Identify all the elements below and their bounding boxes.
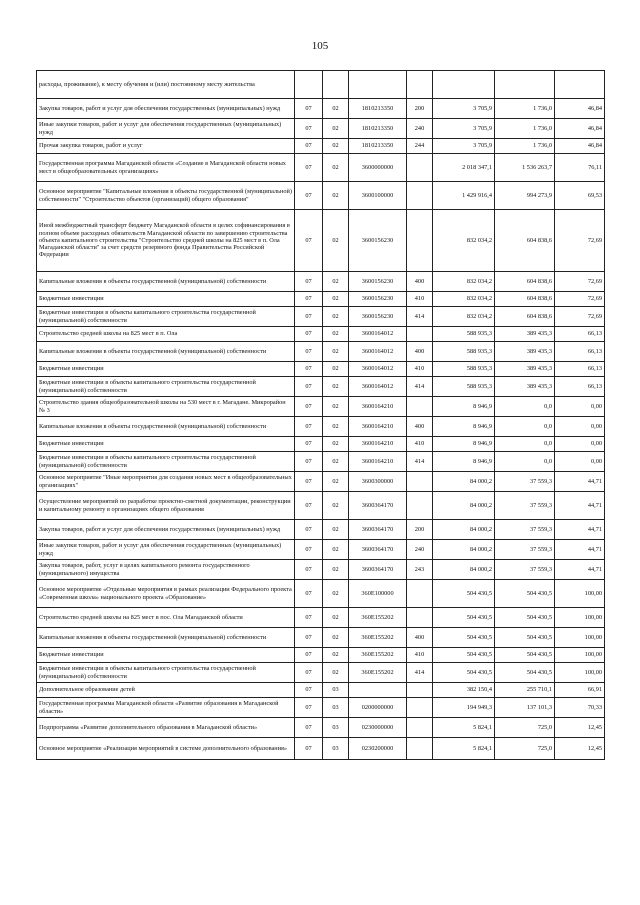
planned-amount: 84 000,2: [433, 540, 495, 560]
expense-type-code: [407, 154, 433, 182]
target-article-code: 1810213350: [349, 139, 407, 154]
section-code: 07: [295, 397, 323, 417]
execution-percent: 69,53: [555, 182, 605, 210]
execution-percent: 66,13: [555, 377, 605, 397]
execution-percent: 0,00: [555, 417, 605, 437]
table-row: [37, 99, 605, 119]
expense-name: Основное мероприятие «Отдельные мероприятия в рамках реализации Федерального проекта «Современная школа» национального проекта «Образование»: [37, 580, 295, 608]
expense-name: Основное мероприятие "Капитальные вложения в объекты государственной (муниципальной) собственности" "Строительство объектов (организаций) общего образования": [37, 182, 295, 210]
table-row: [37, 520, 605, 540]
table-row: [37, 362, 605, 377]
subsection-code: 02: [323, 154, 349, 182]
executed-amount: 37 559,3: [495, 472, 555, 492]
expense-type-code: 414: [407, 452, 433, 472]
section-code: 07: [295, 520, 323, 540]
target-article-code: 0200000000: [349, 698, 407, 718]
target-article-code: 1810213350: [349, 99, 407, 119]
expense-name: Бюджетные инвестиции в объекты капитального строительства государственной (муниципальной) собственности: [37, 377, 295, 397]
expense-name: Капитальные вложения в объекты государственной (муниципальной) собственности: [37, 417, 295, 437]
planned-amount: 588 935,3: [433, 342, 495, 362]
subsection-code: 02: [323, 342, 349, 362]
planned-amount: 194 949,3: [433, 698, 495, 718]
expense-type-code: 400: [407, 628, 433, 648]
executed-amount: 604 838,6: [495, 272, 555, 292]
planned-amount: 832 034,2: [433, 210, 495, 272]
target-article-code: 3600364170: [349, 560, 407, 580]
expense-type-code: [407, 492, 433, 520]
table-row: [37, 698, 605, 718]
execution-percent: 46,84: [555, 99, 605, 119]
table-row: [37, 272, 605, 292]
table-row: [37, 377, 605, 397]
table-body: [37, 71, 605, 760]
expense-type-code: [407, 210, 433, 272]
subsection-code: 02: [323, 292, 349, 307]
executed-amount: 504 430,5: [495, 580, 555, 608]
expense-type-code: [407, 182, 433, 210]
section-code: 07: [295, 628, 323, 648]
expense-type-code: [407, 683, 433, 698]
execution-percent: 70,33: [555, 698, 605, 718]
target-article-code: 360E155202: [349, 663, 407, 683]
expense-name: Государственная программа Магаданской области «Создание в Магаданской области новых мест в общеобразовательных организациях»: [37, 154, 295, 182]
expense-name: Иные закупки товаров, работ и услуг для обеспечения государственных (муниципальных) нужд: [37, 540, 295, 560]
planned-amount: 3 705,9: [433, 99, 495, 119]
target-article-code: 360E155202: [349, 608, 407, 628]
table-row: [37, 417, 605, 437]
section-code: 07: [295, 342, 323, 362]
expense-name: Строительство здания общеобразовательной школы на 530 мест в г. Магадане. Микрорайон № 3: [37, 397, 295, 417]
executed-amount: 725,0: [495, 738, 555, 760]
target-article-code: 3600364170: [349, 520, 407, 540]
target-article-code: 360E100000: [349, 580, 407, 608]
target-article-code: 360E155202: [349, 628, 407, 648]
planned-amount: 5 824,1: [433, 718, 495, 738]
executed-amount: 389 435,3: [495, 342, 555, 362]
table-row: [37, 71, 605, 99]
subsection-code: 02: [323, 182, 349, 210]
executed-amount: 725,0: [495, 718, 555, 738]
planned-amount: 504 430,5: [433, 608, 495, 628]
expense-name: Основное мероприятие «Реализация мероприятий в системе дополнительного образования»: [37, 738, 295, 760]
target-article-code: 3600000000: [349, 154, 407, 182]
page-number: 105: [311, 40, 329, 52]
expense-name: Строительство средней школы на 825 мест в п. Ола: [37, 327, 295, 342]
section-code: 07: [295, 362, 323, 377]
table-row: [37, 342, 605, 362]
expense-name: Иные закупки товаров, работ и услуг для обеспечения государственных (муниципальных) нужд: [37, 119, 295, 139]
planned-amount: 588 935,3: [433, 327, 495, 342]
executed-amount: 1 736,0: [495, 139, 555, 154]
section-code: 07: [295, 540, 323, 560]
table-row: [37, 210, 605, 272]
executed-amount: 389 435,3: [495, 377, 555, 397]
subsection-code: 02: [323, 307, 349, 327]
section-code: 07: [295, 738, 323, 760]
expense-type-code: [407, 738, 433, 760]
table-row: [37, 683, 605, 698]
budget-table: [36, 70, 605, 760]
table-row: [37, 292, 605, 307]
table-row: [37, 540, 605, 560]
target-article-code: 0230000000: [349, 718, 407, 738]
expense-type-code: 400: [407, 272, 433, 292]
table-row: [37, 718, 605, 738]
subsection-code: 03: [323, 738, 349, 760]
executed-amount: 389 435,3: [495, 362, 555, 377]
execution-percent: 46,84: [555, 139, 605, 154]
table-row: [37, 397, 605, 417]
executed-amount: 255 710,1: [495, 683, 555, 698]
section-code: 07: [295, 718, 323, 738]
executed-amount: 504 430,5: [495, 648, 555, 663]
planned-amount: 84 000,2: [433, 492, 495, 520]
expense-type-code: 200: [407, 520, 433, 540]
execution-percent: 44,71: [555, 520, 605, 540]
section-code: 07: [295, 272, 323, 292]
section-code: 07: [295, 608, 323, 628]
expense-name: Осуществление мероприятий по разработке проектно-сметной документации, реконструкции и капитальному ремонту в организациях общего образования: [37, 492, 295, 520]
target-article-code: 3600156230: [349, 307, 407, 327]
execution-percent: 66,91: [555, 683, 605, 698]
expense-name: Бюджетные инвестиции в объекты капитального строительства государственной (муниципальной) собственности: [37, 452, 295, 472]
executed-amount: 37 559,3: [495, 540, 555, 560]
section-code: 07: [295, 437, 323, 452]
expense-name: Бюджетные инвестиции: [37, 362, 295, 377]
executed-amount: 1 736,0: [495, 99, 555, 119]
subsection-code: 02: [323, 99, 349, 119]
section-code: 07: [295, 119, 323, 139]
subsection-code: 02: [323, 437, 349, 452]
planned-amount: 8 946,9: [433, 452, 495, 472]
expense-type-code: [407, 327, 433, 342]
planned-amount: 504 430,5: [433, 648, 495, 663]
table-row: [37, 580, 605, 608]
planned-amount: 8 946,9: [433, 397, 495, 417]
subsection-code: 02: [323, 210, 349, 272]
executed-amount: 389 435,3: [495, 327, 555, 342]
target-article-code: 3600164210: [349, 397, 407, 417]
section-code: [295, 71, 323, 99]
expense-type-code: 410: [407, 292, 433, 307]
table-row: [37, 738, 605, 760]
target-article-code: 3600164012: [349, 342, 407, 362]
execution-percent: 44,71: [555, 540, 605, 560]
planned-amount: 2 018 347,1: [433, 154, 495, 182]
expense-name: Государственная программа Магаданской области «Развитие образования в Магаданской области»: [37, 698, 295, 718]
section-code: 07: [295, 210, 323, 272]
table-row: [37, 648, 605, 663]
executed-amount: 1 736,0: [495, 119, 555, 139]
subsection-code: 02: [323, 648, 349, 663]
subsection-code: 02: [323, 520, 349, 540]
executed-amount: 0,0: [495, 397, 555, 417]
target-article-code: 3600164210: [349, 452, 407, 472]
planned-amount: 8 946,9: [433, 437, 495, 452]
target-article-code: 3600300000: [349, 472, 407, 492]
section-code: 07: [295, 452, 323, 472]
execution-percent: 12,45: [555, 738, 605, 760]
planned-amount: 382 150,4: [433, 683, 495, 698]
subsection-code: 02: [323, 628, 349, 648]
execution-percent: 12,45: [555, 718, 605, 738]
expense-type-code: 414: [407, 377, 433, 397]
expense-type-code: 414: [407, 307, 433, 327]
target-article-code: 3600164012: [349, 377, 407, 397]
subsection-code: 02: [323, 540, 349, 560]
planned-amount: 8 946,9: [433, 417, 495, 437]
section-code: 07: [295, 154, 323, 182]
target-article-code: 1810213350: [349, 119, 407, 139]
table-row: [37, 608, 605, 628]
target-article-code: 3600364170: [349, 540, 407, 560]
execution-percent: 72,69: [555, 272, 605, 292]
planned-amount: 84 000,2: [433, 472, 495, 492]
section-code: 07: [295, 698, 323, 718]
executed-amount: 504 430,5: [495, 663, 555, 683]
section-code: 07: [295, 580, 323, 608]
execution-percent: 72,69: [555, 292, 605, 307]
expense-type-code: 240: [407, 119, 433, 139]
table-row: [37, 437, 605, 452]
planned-amount: 504 430,5: [433, 663, 495, 683]
section-code: 07: [295, 99, 323, 119]
execution-percent: 100,00: [555, 628, 605, 648]
expense-name: Строительство средней школы на 825 мест в пос. Ола Магаданской области: [37, 608, 295, 628]
target-article-code: 0230200000: [349, 738, 407, 760]
execution-percent: 76,11: [555, 154, 605, 182]
table-row: [37, 119, 605, 139]
execution-percent: 0,00: [555, 437, 605, 452]
planned-amount: 84 000,2: [433, 560, 495, 580]
section-code: 07: [295, 307, 323, 327]
subsection-code: 02: [323, 327, 349, 342]
table-row: [37, 663, 605, 683]
expense-type-code: 410: [407, 437, 433, 452]
target-article-code: 3600156230: [349, 292, 407, 307]
execution-percent: 66,13: [555, 362, 605, 377]
target-article-code: 3600156230: [349, 210, 407, 272]
section-code: 07: [295, 472, 323, 492]
executed-amount: 0,0: [495, 417, 555, 437]
expense-type-code: 410: [407, 648, 433, 663]
table-row: [37, 492, 605, 520]
executed-amount: 604 838,6: [495, 210, 555, 272]
executed-amount: 0,0: [495, 437, 555, 452]
executed-amount: [495, 71, 555, 99]
subsection-code: 02: [323, 608, 349, 628]
subsection-code: 02: [323, 417, 349, 437]
expense-type-code: 400: [407, 342, 433, 362]
expense-name: Капитальные вложения в объекты государственной (муниципальной) собственности: [37, 272, 295, 292]
section-code: 07: [295, 292, 323, 307]
target-article-code: [349, 683, 407, 698]
subsection-code: 02: [323, 377, 349, 397]
planned-amount: 832 034,2: [433, 292, 495, 307]
execution-percent: 44,71: [555, 472, 605, 492]
expense-type-code: [407, 580, 433, 608]
subsection-code: 02: [323, 663, 349, 683]
target-article-code: [349, 71, 407, 99]
subsection-code: 02: [323, 362, 349, 377]
section-code: 07: [295, 182, 323, 210]
expense-type-code: [407, 718, 433, 738]
expense-name: Закупка товаров, работ, услуг в целях капитального ремонта государственного (муниципального) имущества: [37, 560, 295, 580]
expense-name: Подпрограмма «Развитие дополнительного образования в Магаданской области»: [37, 718, 295, 738]
planned-amount: 832 034,2: [433, 272, 495, 292]
execution-percent: [555, 71, 605, 99]
table-row: [37, 472, 605, 492]
table-row: [37, 452, 605, 472]
executed-amount: 504 430,5: [495, 608, 555, 628]
expense-name: Капитальные вложения в объекты государственной (муниципальной) собственности: [37, 342, 295, 362]
expense-name: Капитальные вложения в объекты государственной (муниципальной) собственности: [37, 628, 295, 648]
subsection-code: 02: [323, 580, 349, 608]
expense-name: Закупка товаров, работ и услуг для обеспечения государственных (муниципальных) нужд: [37, 520, 295, 540]
executed-amount: 604 838,6: [495, 307, 555, 327]
expense-name: Прочая закупка товаров, работ и услуг: [37, 139, 295, 154]
planned-amount: 588 935,3: [433, 362, 495, 377]
expense-name: Бюджетные инвестиции в объекты капитального строительства государственной (муниципальной) собственности: [37, 663, 295, 683]
planned-amount: 588 935,3: [433, 377, 495, 397]
executed-amount: 37 559,3: [495, 560, 555, 580]
expense-type-code: 244: [407, 139, 433, 154]
execution-percent: 100,00: [555, 608, 605, 628]
subsection-code: 02: [323, 472, 349, 492]
expense-name: Бюджетные инвестиции: [37, 437, 295, 452]
execution-percent: 100,00: [555, 648, 605, 663]
table-row: [37, 327, 605, 342]
executed-amount: 37 559,3: [495, 492, 555, 520]
subsection-code: 02: [323, 272, 349, 292]
target-article-code: 360E155202: [349, 648, 407, 663]
subsection-code: 02: [323, 560, 349, 580]
expense-type-code: [407, 608, 433, 628]
planned-amount: 1 429 916,4: [433, 182, 495, 210]
target-article-code: 3600164210: [349, 437, 407, 452]
subsection-code: 02: [323, 397, 349, 417]
expense-type-code: [407, 698, 433, 718]
subsection-code: 02: [323, 452, 349, 472]
expense-type-code: 200: [407, 99, 433, 119]
target-article-code: 3600164012: [349, 327, 407, 342]
expense-type-code: 410: [407, 362, 433, 377]
executed-amount: 37 559,3: [495, 520, 555, 540]
planned-amount: 3 705,9: [433, 119, 495, 139]
executed-amount: 0,0: [495, 452, 555, 472]
table-row: [37, 182, 605, 210]
target-article-code: 3600164210: [349, 417, 407, 437]
expense-name: Иной межбюджетный трансферт бюджету Магаданской области в целях софинансирования в полном объеме расходных обязательств Магаданской области по завершению строительства объекта капитального строительства "Строительство средней школы на 825 мест в п. Ола Магаданской области" за счет средств резервного фонда Правительства Российской Федерации: [37, 210, 295, 272]
execution-percent: 66,13: [555, 327, 605, 342]
execution-percent: 72,69: [555, 210, 605, 272]
execution-percent: 44,71: [555, 560, 605, 580]
planned-amount: 504 430,5: [433, 628, 495, 648]
execution-percent: 0,00: [555, 452, 605, 472]
execution-percent: 46,84: [555, 119, 605, 139]
execution-percent: 66,13: [555, 342, 605, 362]
executed-amount: 604 838,6: [495, 292, 555, 307]
target-article-code: 3600164012: [349, 362, 407, 377]
planned-amount: 832 034,2: [433, 307, 495, 327]
table-row: [37, 560, 605, 580]
table-row: [37, 307, 605, 327]
execution-percent: 100,00: [555, 663, 605, 683]
target-article-code: 3600100000: [349, 182, 407, 210]
section-code: 07: [295, 417, 323, 437]
expense-type-code: 400: [407, 417, 433, 437]
subsection-code: 03: [323, 718, 349, 738]
expense-type-code: [407, 397, 433, 417]
expense-name: Основное мероприятие "Иные мероприятия для создания новых мест в общеобразовательных организациях": [37, 472, 295, 492]
expense-type-code: [407, 71, 433, 99]
expense-type-code: 243: [407, 560, 433, 580]
table-row: [37, 154, 605, 182]
executed-amount: 504 430,5: [495, 628, 555, 648]
execution-percent: 100,00: [555, 580, 605, 608]
subsection-code: [323, 71, 349, 99]
executed-amount: 137 101,3: [495, 698, 555, 718]
expense-name: Дополнительное образование детей: [37, 683, 295, 698]
expense-name: Закупка товаров, работ и услуг для обеспечения государственных (муниципальных) нужд: [37, 99, 295, 119]
expense-name: Бюджетные инвестиции: [37, 292, 295, 307]
planned-amount: 504 430,5: [433, 580, 495, 608]
section-code: 07: [295, 492, 323, 520]
planned-amount: 5 824,1: [433, 738, 495, 760]
section-code: 07: [295, 139, 323, 154]
expense-name: Бюджетные инвестиции в объекты капитального строительства государственной (муниципальной) собственности: [37, 307, 295, 327]
subsection-code: 02: [323, 492, 349, 520]
expense-type-code: [407, 472, 433, 492]
executed-amount: 1 536 263,7: [495, 154, 555, 182]
expense-type-code: 240: [407, 540, 433, 560]
section-code: 07: [295, 560, 323, 580]
execution-percent: 44,71: [555, 492, 605, 520]
expense-name: Бюджетные инвестиции: [37, 648, 295, 663]
expense-name: расходы, проживание), к месту обучения и (или) постоянному месту жительства: [37, 71, 295, 99]
section-code: 07: [295, 648, 323, 663]
expense-type-code: 414: [407, 663, 433, 683]
executed-amount: 994 273,9: [495, 182, 555, 210]
subsection-code: 02: [323, 139, 349, 154]
planned-amount: [433, 71, 495, 99]
section-code: 07: [295, 327, 323, 342]
table-row: [37, 139, 605, 154]
subsection-code: 03: [323, 683, 349, 698]
table-row: [37, 628, 605, 648]
execution-percent: 72,69: [555, 307, 605, 327]
target-article-code: 3600156230: [349, 272, 407, 292]
target-article-code: 3600364170: [349, 492, 407, 520]
section-code: 07: [295, 663, 323, 683]
planned-amount: 84 000,2: [433, 520, 495, 540]
section-code: 07: [295, 377, 323, 397]
section-code: 07: [295, 683, 323, 698]
planned-amount: 3 705,9: [433, 139, 495, 154]
subsection-code: 02: [323, 119, 349, 139]
execution-percent: 0,00: [555, 397, 605, 417]
subsection-code: 03: [323, 698, 349, 718]
